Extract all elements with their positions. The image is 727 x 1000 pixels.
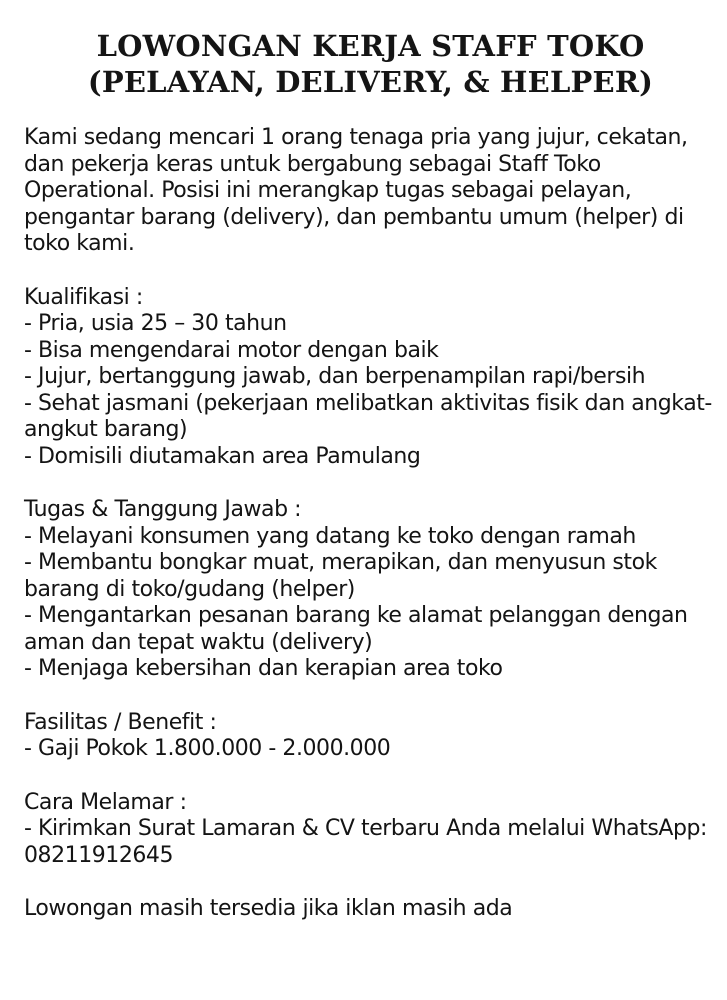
availability-note: Lowongan masih tersedia jika iklan masih ada	[24, 896, 513, 921]
tugas-item: - Membantu bongkar muat, merapikan, dan menyusun stok barang di toko/gudang (helper)	[24, 550, 657, 602]
fasilitas-item: - Gaji Pokok 1.800.000 - 2.000.000	[24, 736, 391, 761]
kualifikasi-section	[24, 285, 717, 471]
title-line-1: LOWONGAN KERJA STAFF TOKO	[96, 29, 645, 63]
tugas-item: - Menjaga kebersihan dan kerapian area toko	[24, 656, 503, 681]
kualifikasi-heading: Kualifikasi :	[24, 284, 143, 310]
cara-melamar-section	[24, 790, 717, 870]
posting-title	[24, 0, 717, 100]
tugas-section	[24, 497, 717, 683]
title-line-2: (PELAYAN, DELIVERY, & HELPER)	[87, 65, 654, 99]
cara-melamar-item: - Kirimkan Surat Lamaran & CV terbaru Anda melalui WhatsApp: 08211912645	[24, 816, 707, 868]
kualifikasi-item: - Jujur, bertanggung jawab, dan berpenampilan rapi/bersih	[24, 364, 646, 389]
kualifikasi-item: - Bisa mengendarai motor dengan baik	[24, 337, 439, 363]
tugas-item: - Melayani konsumen yang datang ke toko dengan ramah	[24, 523, 636, 549]
fasilitas-section	[24, 710, 717, 763]
intro-paragraph: Kami sedang mencari 1 orang tenaga pria yang jujur, cekatan, dan pekerja keras untuk bergabung sebagai Staff Toko Operational. Posisi ini merangkap tugas sebagai pelayan, pengantar barang (delivery), dan pembantu umum (helper) di toko kami.	[24, 125, 688, 256]
fasilitas-heading: Fasilitas / Benefit :	[24, 709, 217, 735]
cara-melamar-heading: Cara Melamar :	[24, 789, 187, 815]
tugas-heading: Tugas & Tanggung Jawab :	[24, 497, 302, 522]
kualifikasi-item: - Pria, usia 25 – 30 tahun	[24, 311, 287, 336]
kualifikasi-item: - Domisili diutamakan area Pamulang	[24, 443, 421, 469]
tugas-item: - Mengantarkan pesanan barang ke alamat pelanggan dengan aman dan tepat waktu (delivery)	[24, 603, 688, 655]
kualifikasi-item: - Sehat jasmani (pekerjaan melibatkan aktivitas fisik dan angkat-angkut barang)	[24, 390, 712, 442]
